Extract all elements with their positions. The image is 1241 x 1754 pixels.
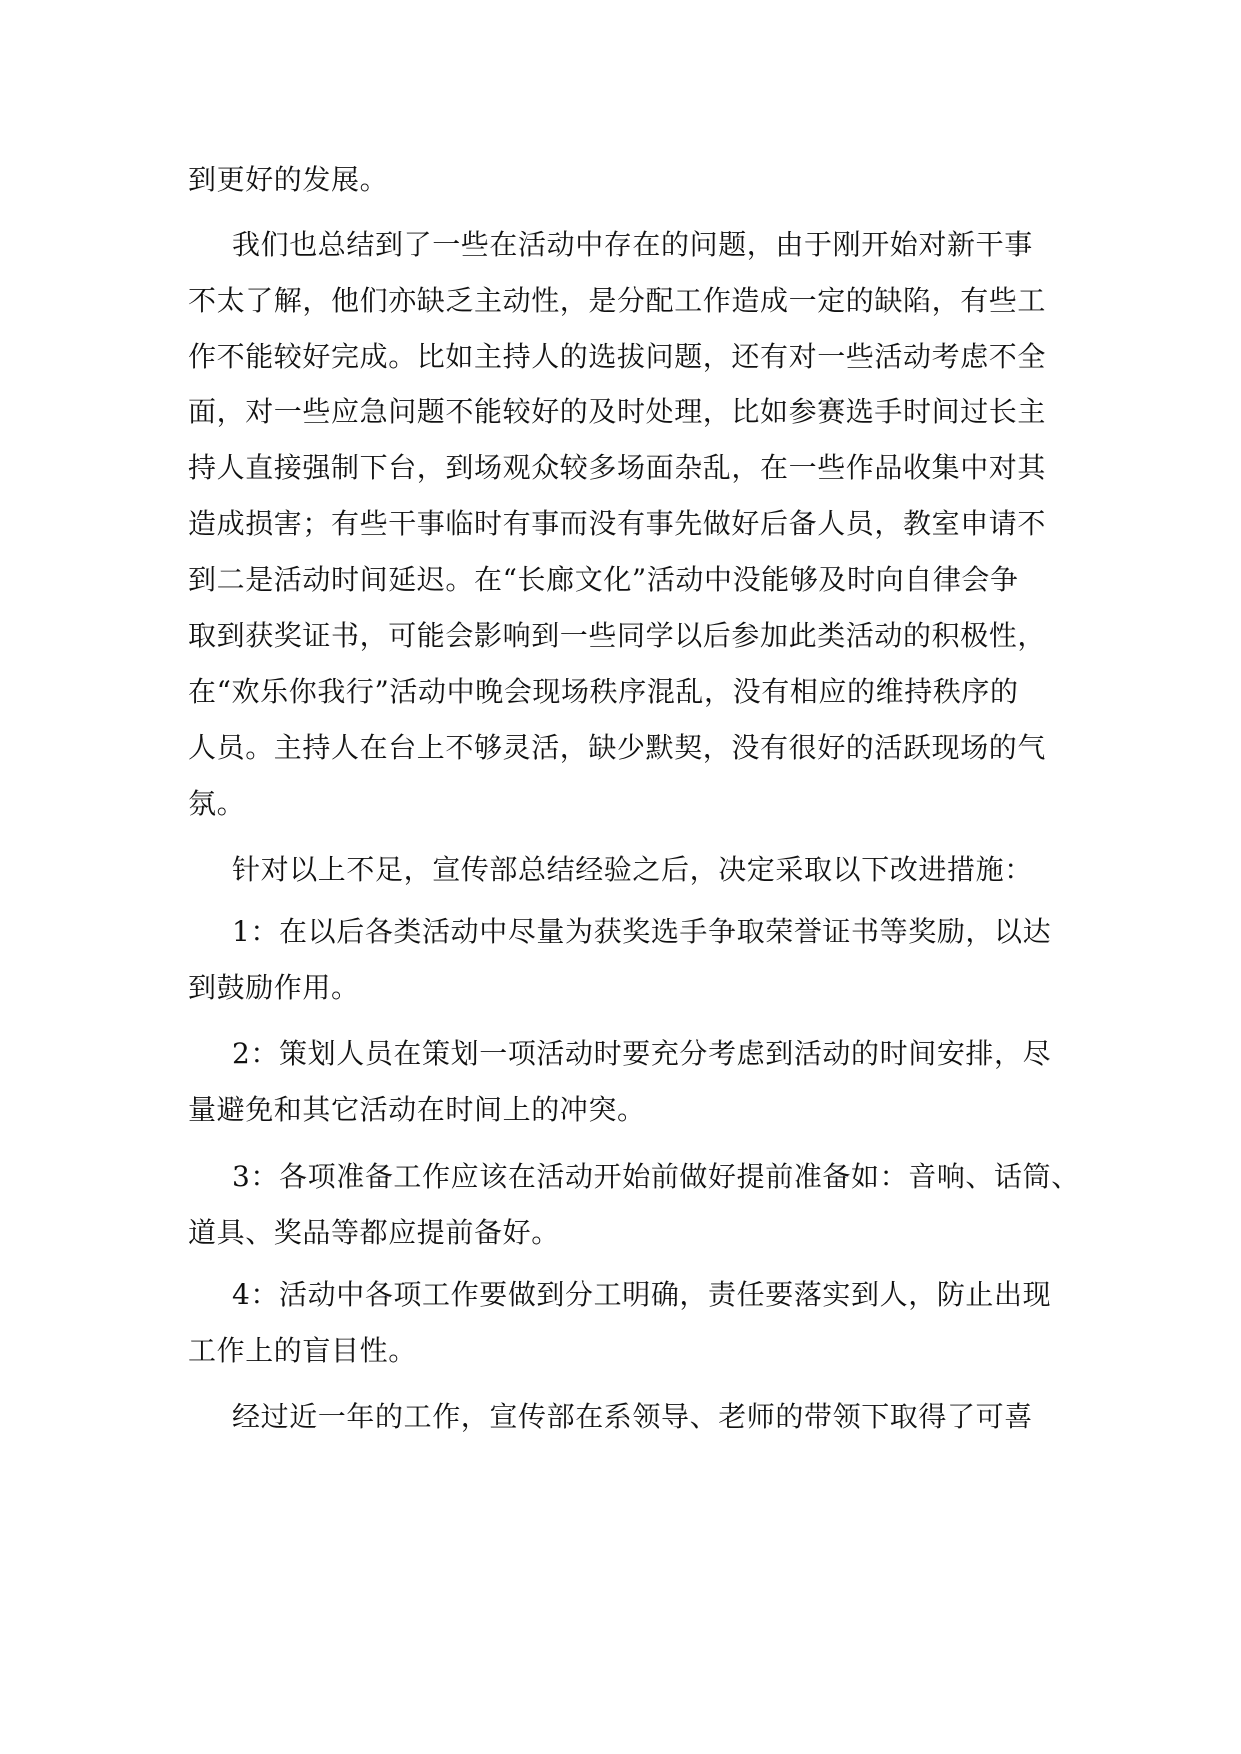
text-line: 氛。	[188, 787, 246, 820]
text-line: 不太了解，他们亦缺乏主动性，是分配工作造成一定的缺陷，有些工	[188, 284, 1047, 317]
text-line: 在“欢乐你我行”活动中晚会现场秩序混乱，没有相应的维持秩序的	[188, 675, 1019, 708]
text-line: 量避免和其它活动在时间上的冲突。	[188, 1093, 646, 1126]
text-line: 到二是活动时间延迟。在“长廊文化”活动中没能够及时向自律会争	[188, 563, 1019, 596]
text-line: 取到获奖证书，可能会影响到一些同学以后参加此类活动的积极性，	[188, 619, 1047, 652]
paragraph-first-line: 经过近一年的工作，宣传部在系领导、老师的带领下取得了可喜	[232, 1400, 1033, 1433]
paragraph-first-line: 针对以上不足，宣传部总结经验之后，决定采取以下改进措施：	[232, 853, 1033, 886]
text-line: 面，对一些应急问题不能较好的及时处理，比如参赛选手时间过长主	[188, 395, 1047, 428]
text-line: 工作上的盲目性。	[188, 1334, 417, 1367]
text-line: 道具、奖品等都应提前备好。	[188, 1216, 560, 1249]
list-item-4: 4：活动中各项工作要做到分工明确，责任要落实到人，防止出现	[232, 1278, 1052, 1311]
list-item-2: 2：策划人员在策划一项活动时要充分考虑到活动的时间安排，尽	[232, 1037, 1052, 1070]
text-line: 到鼓励作用。	[188, 971, 360, 1004]
text-line: 造成损害；有些干事临时有事而没有事先做好后备人员，教室申请不	[188, 507, 1047, 540]
paragraph-first-line: 我们也总结到了一些在活动中存在的问题，由于刚开始对新干事	[232, 228, 1033, 261]
text-line: 人员。主持人在台上不够灵活，缺少默契，没有很好的活跃现场的气	[188, 731, 1047, 764]
text-line: 持人直接强制下台，到场观众较多场面杂乱，在一些作品收集中对其	[188, 451, 1047, 484]
list-item-1: 1：在以后各类活动中尽量为获奖选手争取荣誉证书等奖励，以达	[232, 915, 1052, 948]
list-item-3: 3：各项准备工作应该在活动开始前做好提前准备如：音响、话筒、	[232, 1160, 1080, 1193]
text-line: 作不能较好完成。比如主持人的选拔问题，还有对一些活动考虑不全	[188, 340, 1047, 373]
text-line: 到更好的发展。	[188, 163, 389, 196]
